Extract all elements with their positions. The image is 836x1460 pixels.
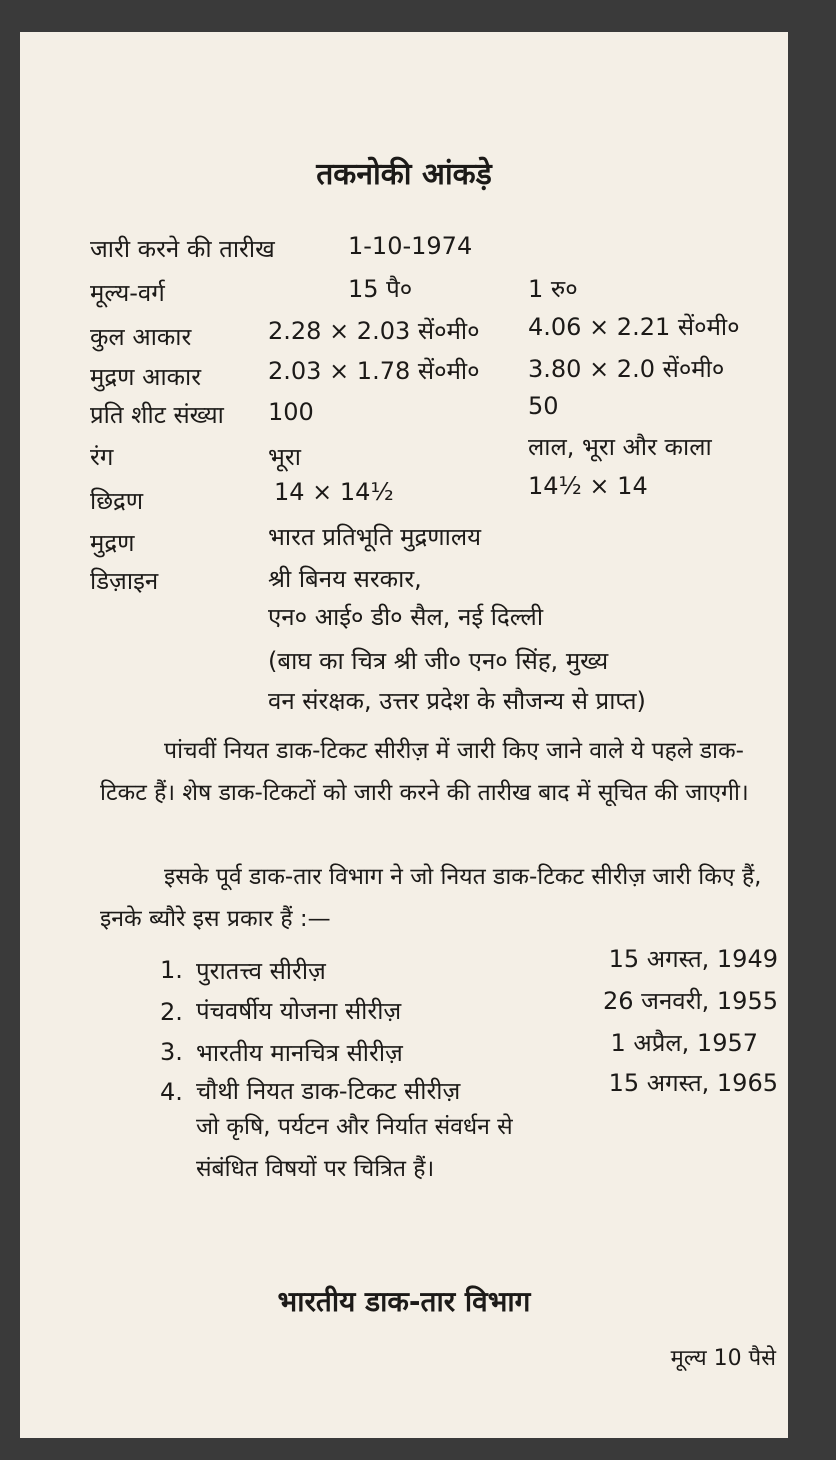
list-number: 3. — [160, 1038, 183, 1066]
paragraph-previous-series-text: इसके पूर्व डाक-तार विभाग ने जो नियत डाक-टिकट सीरीज़ जारी किए हैं, इनके ब्यौरे इस प्रकार हैं :— — [100, 864, 762, 932]
list-number: 1. — [160, 956, 183, 984]
spec-value-perforation-1: 14 × 14½ — [274, 478, 394, 506]
spec-value-printing: भारत प्रतिभूति मुद्रणालय — [268, 523, 482, 551]
spec-value-denomination-1: 15 पै० — [348, 275, 413, 303]
spec-value-per-sheet-1: 100 — [268, 398, 314, 426]
spec-value-perforation-2: 14½ × 14 — [528, 472, 648, 500]
list-item-date: 26 जनवरी, 1955 — [602, 987, 778, 1015]
paragraph-fifth-series-text: पांचवीं नियत डाक-टिकट सीरीज़ में जारी किए जाने वाले ये पहले डाक-टिकट हैं। शेष डाक-टिकटों को जारी करने की तारीख बाद में सूचित की जाएगी। — [100, 738, 749, 806]
spec-label-overall-size: कुल आकार — [90, 323, 192, 351]
page-title: तकनोकी आंकड़े — [316, 157, 492, 192]
price-label: मूल्य 10 पैसे — [670, 1346, 776, 1371]
spec-value-design-2: एन० आई० डी० सैल, नई दिल्ली — [268, 603, 544, 631]
list-number: 4. — [160, 1078, 183, 1106]
list-item-description: जो कृषि, पर्यटन और निर्यात संवर्धन से संबंधित विषयों पर चित्रित हैं। — [196, 1114, 513, 1182]
list-item-date: 15 अगस्त, 1949 — [608, 945, 778, 973]
spec-value-issue-date: 1-10-1974 — [348, 232, 473, 260]
spec-value-design-note-1: (बाघ का चित्र श्री जी० एन० सिंह, मुख्य — [268, 647, 609, 675]
spec-label-per-sheet: प्रति शीट संख्या — [90, 401, 224, 429]
spec-value-design-note-2: वन संरक्षक, उत्तर प्रदेश के सौजन्य से प्राप्त) — [268, 687, 646, 715]
spec-value-print-size-1: 2.03 × 1.78 सें०मी० — [268, 357, 480, 385]
list-item-name: पंचवर्षीय योजना सीरीज़ — [196, 997, 402, 1025]
spec-value-denomination-2: 1 रु० — [528, 275, 578, 303]
spec-label-design: डिज़ाइन — [90, 567, 159, 595]
spec-value-design-1: श्री बिनय सरकार, — [268, 565, 422, 593]
spec-label-issue-date: जारी करने की तारीख — [90, 235, 275, 263]
spec-label-perforation: छिद्रण — [90, 487, 144, 515]
list-item-name: चौथी नियत डाक-टिकट सीरीज़ — [196, 1077, 461, 1105]
spec-value-overall-size-1: 2.28 × 2.03 सें०मी० — [268, 317, 480, 345]
list-item-name: पुरातत्त्व सीरीज़ — [196, 957, 326, 985]
list-item-name: भारतीय मानचित्र सीरीज़ — [196, 1039, 403, 1067]
spec-label-print-size: मुद्रण आकार — [90, 363, 202, 391]
spec-value-print-size-2: 3.80 × 2.0 सें०मी० — [528, 355, 725, 383]
spec-value-colour-1: भूरा — [268, 443, 301, 471]
spec-value-colour-2: लाल, भूरा और काला — [528, 433, 712, 461]
spec-label-colour: रंग — [90, 443, 114, 471]
list-item-date: 15 अगस्त, 1965 — [608, 1069, 778, 1097]
list-item-date: 1 अप्रैल, 1957 — [610, 1029, 758, 1057]
spec-label-denomination: मूल्य-वर्ग — [90, 279, 165, 307]
spec-label-printing: मुद्रण — [90, 529, 135, 557]
footer-department: भारतीय डाक-तार विभाग — [277, 1285, 531, 1318]
list-number: 2. — [160, 998, 183, 1026]
spec-value-overall-size-2: 4.06 × 2.21 सें०मी० — [528, 313, 740, 341]
paragraph-previous-series — [100, 856, 770, 940]
spec-value-per-sheet-2: 50 — [528, 392, 559, 420]
document-page — [20, 32, 788, 1438]
paragraph-fifth-series — [100, 730, 770, 814]
